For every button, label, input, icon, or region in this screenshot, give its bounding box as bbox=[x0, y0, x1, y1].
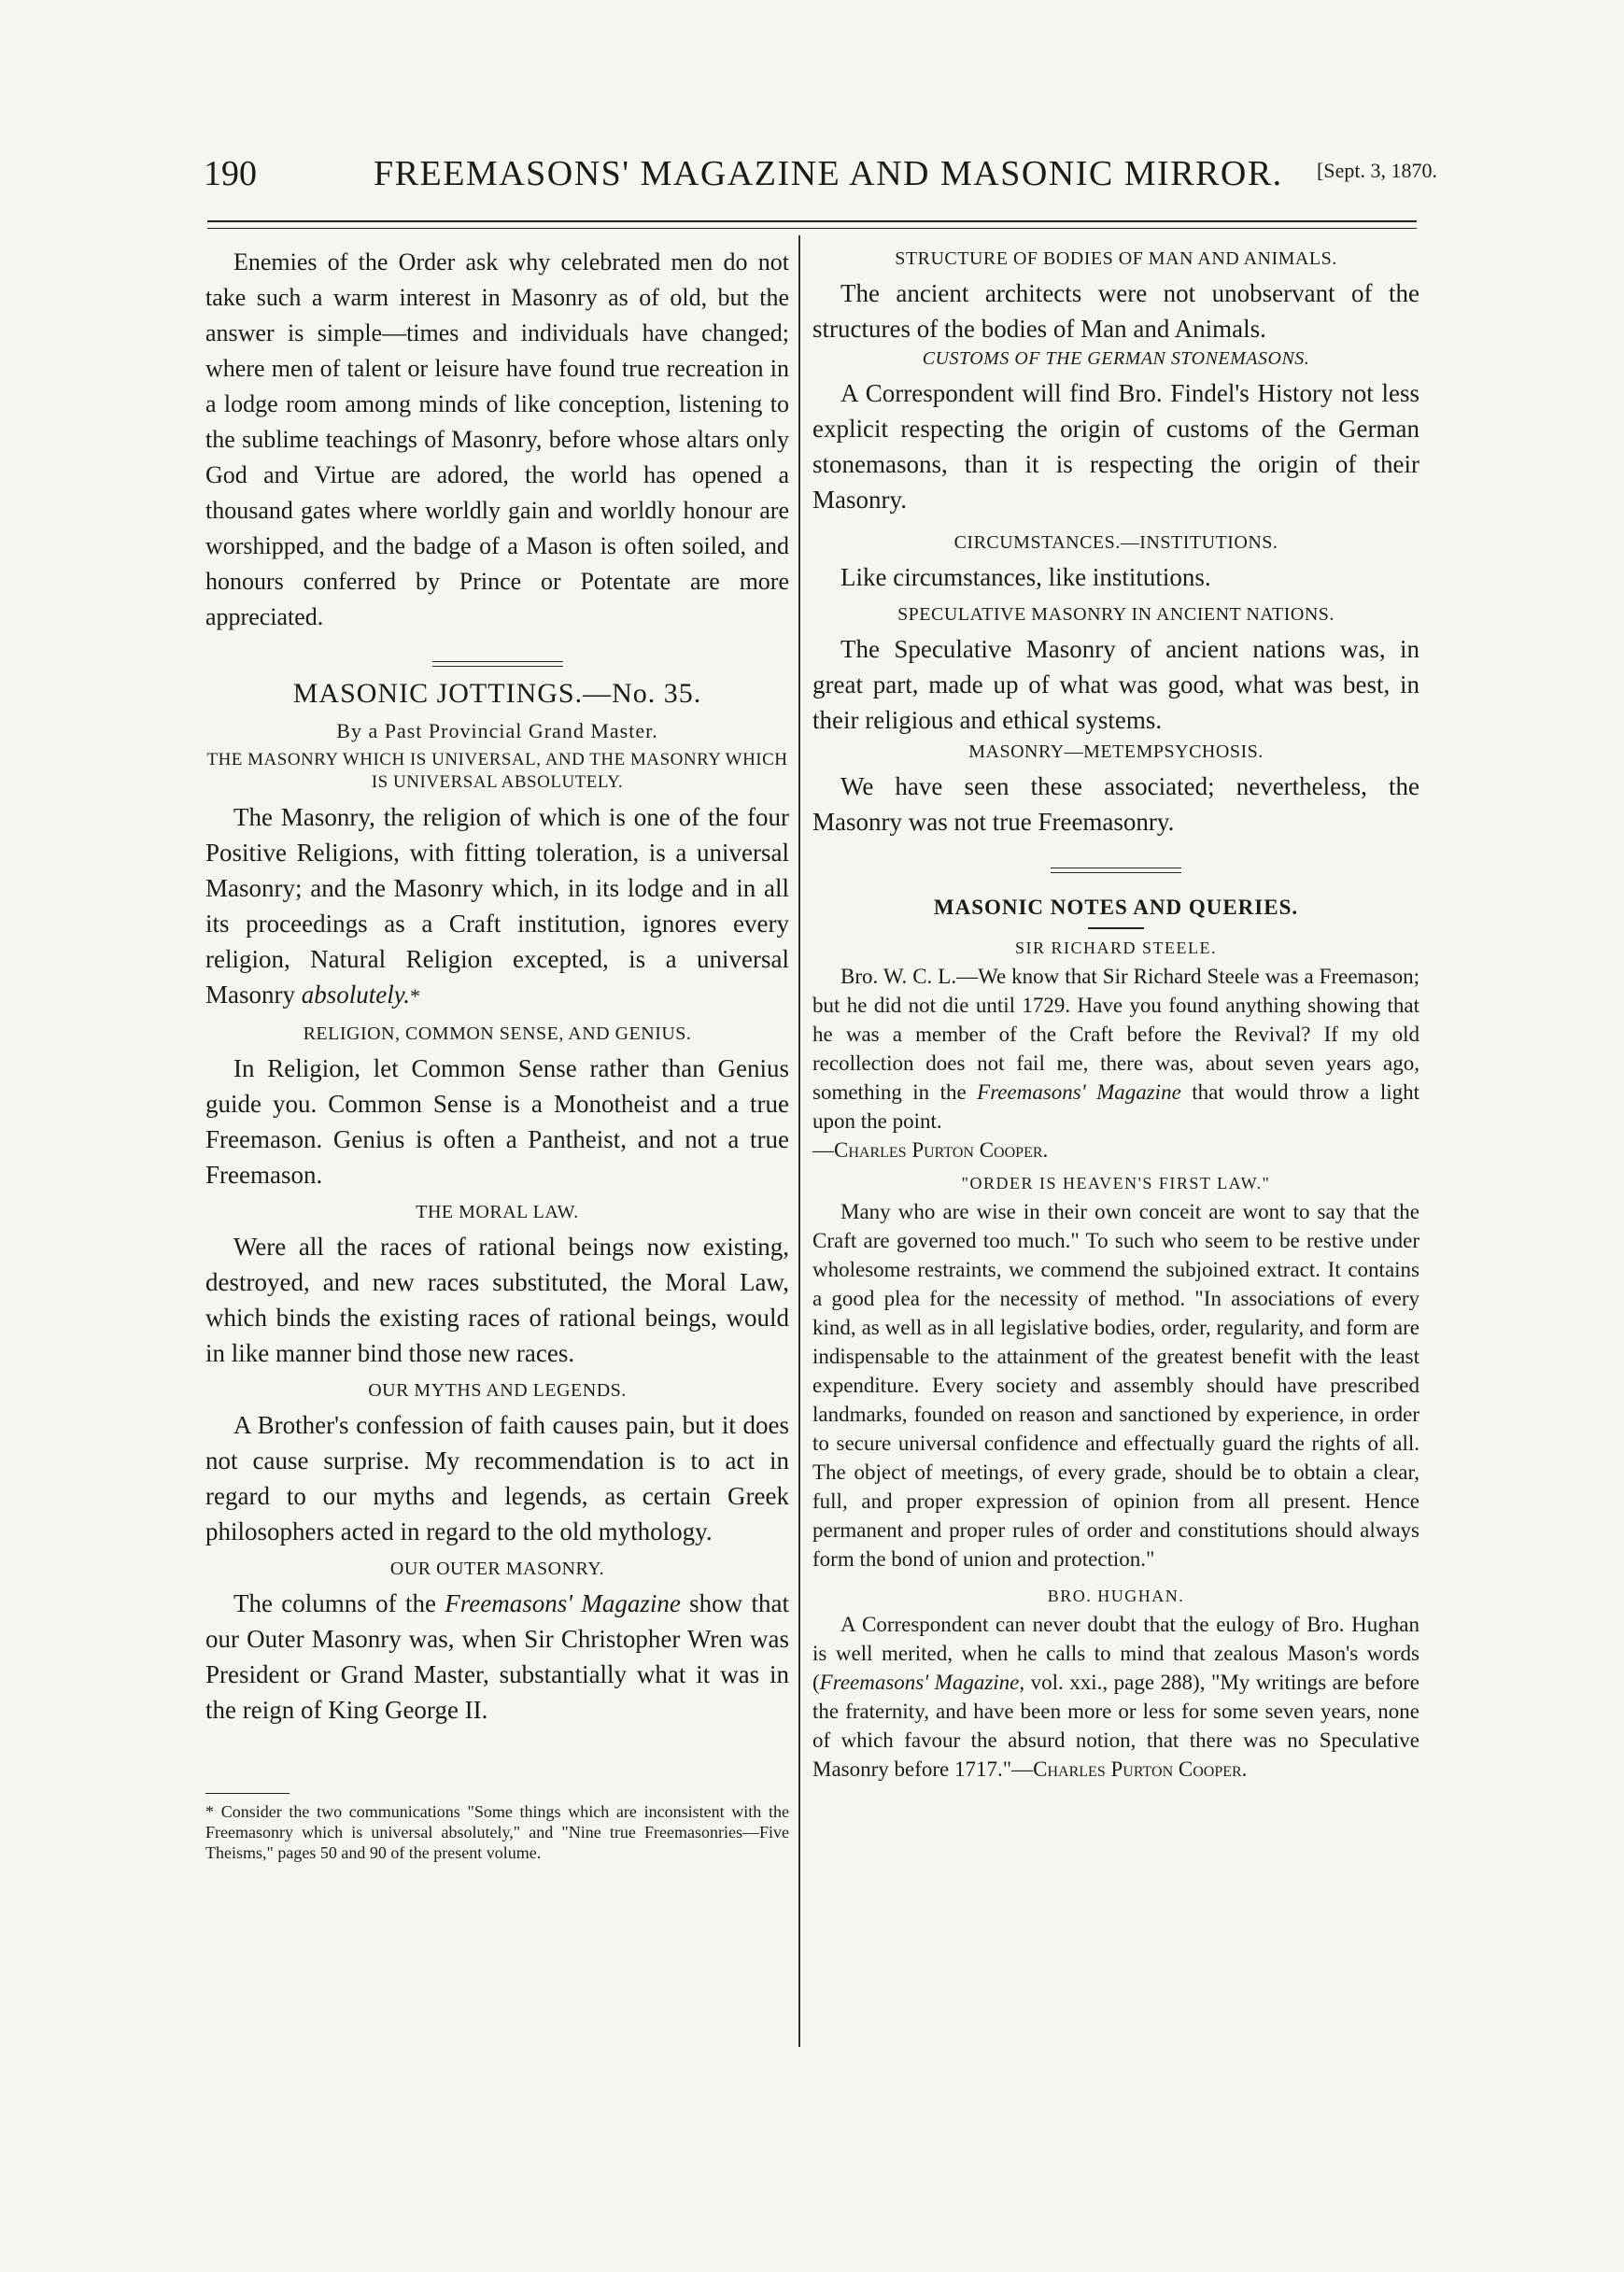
steele-signature: —Charles Purton Cooper. bbox=[812, 1138, 1049, 1162]
right-column bbox=[812, 245, 1419, 1784]
heading-order-heaven: "ORDER IS HEAVEN'S FIRST LAW." bbox=[961, 1174, 1271, 1192]
page-header bbox=[187, 146, 1437, 202]
paragraph-german-stonemasons: A Correspondent will find Bro. Findel's History not less explicit respecting the origin of customs of the German stonemasons, than it is respecting the origin of their Masonry. bbox=[812, 379, 1419, 514]
hughan-magazine-reference: Freemasons' Magazine bbox=[819, 1671, 1020, 1694]
paragraph-outer-masonry bbox=[205, 1586, 789, 1728]
hughan-text-a: A Correspondent can never doubt that the eulogy of Bro. Hughan is well merited, when he calls to mind that zealous Mason's words ( bbox=[812, 1613, 1419, 1694]
emphasis-absolutely: absolutely. bbox=[301, 981, 410, 1009]
magazine-title: FREEMASONS' MAGAZINE AND MASONIC MIRROR. bbox=[374, 154, 1283, 193]
article-title: MASONIC JOTTINGS.—No. 35. bbox=[292, 678, 702, 709]
paragraph-religion-common-sense: In Religion, let Common Sense rather than Genius guide you. Common Sense is a Monotheist and a true Freemason. Genius is often a Pantheist, and not a true Freemason. bbox=[205, 1054, 789, 1189]
magazine-reference: Freemasons' Magazine bbox=[445, 1589, 681, 1617]
article-byline: By a Past Provincial Grand Master. bbox=[336, 719, 658, 742]
hughan-text-b: , vol. xxi., page 288), "My writings are before the fraternity, and have been more or less for some seven years, none of which favour the absurd notion, that there was no Speculative Masonry before 1717." bbox=[812, 1671, 1419, 1781]
universal-masonry-text: The Masonry, the religion of which is one of the four Positive Religions, with fitting toleration, is a universal Masonry; and the Masonry which, in its lodge and in all its proceedings as a Craft institution, ignores every religion, Natural Religion excepted, is a universal Masonry bbox=[205, 803, 789, 1009]
heading-moral-law: THE MORAL LAW. bbox=[416, 1202, 579, 1222]
issue-date: [Sept. 3, 1870. bbox=[1317, 159, 1437, 182]
paragraph-circumstances: Like circumstances, like institutions. bbox=[840, 563, 1211, 591]
paragraph-order-heaven: Many who are wise in their own conceit are wont to say that the Craft are governed too much." To such who seem to be restive under wholesome restraints, we commend the subjoined extract. It contains a good plea for the necessity of method. "In associations of every kind, as well as in all legislative bodies, order, regularity, and form are indispensable to the attainment of the greatest benefit with the least expenditure. Every society and assembly should have prescribed landmarks, founded on reason and sanctioned by experience, in order to secure universal confidence and effectually guard the rights of all. The object of meetings, of every grade, should be to obtain a clear, full, and proper expression of opinion from all present. Hence permanent and proper rules of order and constitutions should always form the bond of union and protection." bbox=[812, 1200, 1419, 1571]
heading-circumstances: CIRCUMSTANCES.—INSTITUTIONS. bbox=[953, 532, 1278, 553]
section-separator-right bbox=[1051, 868, 1181, 873]
notes-queries-title: MASONIC NOTES AND QUERIES. bbox=[933, 896, 1299, 919]
heading-myths-legends: OUR MYTHS AND LEGENDS. bbox=[368, 1380, 627, 1401]
left-column bbox=[205, 245, 789, 1863]
page-number: 190 bbox=[204, 154, 257, 193]
paragraph-speculative-masonry: The Speculative Masonry of ancient nations was, in great part, made up of what was good, what was best, in their religious and ethical systems. bbox=[812, 635, 1419, 734]
steele-text-a: Bro. W. C. L.—We know that Sir Richard Steele was a Freemason; but he did not die until 1729. Have you found anything showing that he was a member of the Craft before the Revival? If my old recollection does not fail me, there was, about seven years ago, something in the bbox=[812, 965, 1419, 1104]
paragraph-richard-steele bbox=[812, 962, 1419, 1164]
outer-masonry-post: show that our Outer Masonry was, when Sir Christopher Wren was President or Grand Master, substantially what it was in the reign of King George II. bbox=[205, 1589, 789, 1724]
steele-text-b: that would throw a light upon the point. bbox=[812, 1080, 1419, 1133]
paragraph-metempsychosis: We have seen these associated; nevertheless, the Masonry was not true Freemasonry. bbox=[812, 772, 1419, 836]
title-underline bbox=[1088, 927, 1144, 929]
steele-magazine-reference: Freemasons' Magazine bbox=[977, 1080, 1181, 1104]
footnote-marker: * bbox=[410, 984, 420, 1008]
header-rule-thin bbox=[207, 228, 1417, 229]
heading-richard-steele: SIR RICHARD STEELE. bbox=[1014, 938, 1217, 957]
section-separator bbox=[432, 661, 563, 667]
paragraph-bro-hughan bbox=[812, 1610, 1419, 1784]
heading-german-stonemasons: CUSTOMS OF THE GERMAN STONEMASONS. bbox=[922, 348, 1310, 369]
heading-outer-masonry: OUR OUTER MASONRY. bbox=[389, 1559, 605, 1579]
heading-structure-bodies: STRUCTURE OF BODIES OF MAN AND ANIMALS. bbox=[895, 248, 1337, 269]
paragraph-myths-legends: A Brother's confession of faith causes pain, but it does not cause surprise. My recommendation is to act in regard to our myths and legends, as certain Greek philosophers acted in regard to the old mythology. bbox=[205, 1411, 789, 1545]
paragraph-structure-bodies: The ancient architects were not unobservant of the structures of the bodies of Man and Animals. bbox=[812, 279, 1419, 343]
heading-religion-common-sense: RELIGION, COMMON SENSE, AND GENIUS. bbox=[303, 1023, 692, 1044]
hughan-signature: —Charles Purton Cooper. bbox=[1011, 1757, 1248, 1781]
outer-masonry-pre: The columns of the bbox=[233, 1589, 436, 1617]
footnote: * Consider the two communications "Some things which are inconsistent with the Freemasonry which is universal absolutely," and "Nine true Freemasonries—Five Theisms," pages 50 and 90 of the present volume. bbox=[205, 1802, 789, 1862]
heading-bro-hughan: BRO. HUGHAN. bbox=[1047, 1587, 1185, 1605]
heading-metempsychosis: MASONRY—METEMPSYCHOSIS. bbox=[968, 741, 1264, 762]
header-rule-thick bbox=[207, 220, 1417, 222]
intro-paragraph: Enemies of the Order ask why celebrated men do not take such a warm interest in Masonry as of old, but the answer is simple—times and individuals have changed; where men of talent or leisure have found true recreation in a lodge room among minds of like conception, listening to the sublime teachings of Masonry, before whose altars only God and Virtue are adored, the world has opened a thousand gates where worldly gain and worldly honour are worshipped, and the badge of a Mason is often soiled, and honours conferred by Prince or Potentate are more appreciated. bbox=[205, 248, 789, 630]
heading-universal-masonry: THE MASONRY WHICH IS UNIVERSAL, AND THE MASONRY WHICH IS UNIVERSAL ABSOLUTELY. bbox=[206, 750, 788, 792]
column-divider bbox=[798, 235, 800, 2047]
paragraph-universal-masonry bbox=[205, 799, 789, 1014]
paragraph-moral-law: Were all the races of rational beings now existing, destroyed, and new races substituted, the Moral Law, which binds the existing races of rational beings, would in like manner bind those new races. bbox=[205, 1233, 789, 1367]
heading-speculative-masonry: SPECULATIVE MASONRY IN ANCIENT NATIONS. bbox=[897, 604, 1335, 625]
footnote-rule bbox=[205, 1793, 289, 1794]
